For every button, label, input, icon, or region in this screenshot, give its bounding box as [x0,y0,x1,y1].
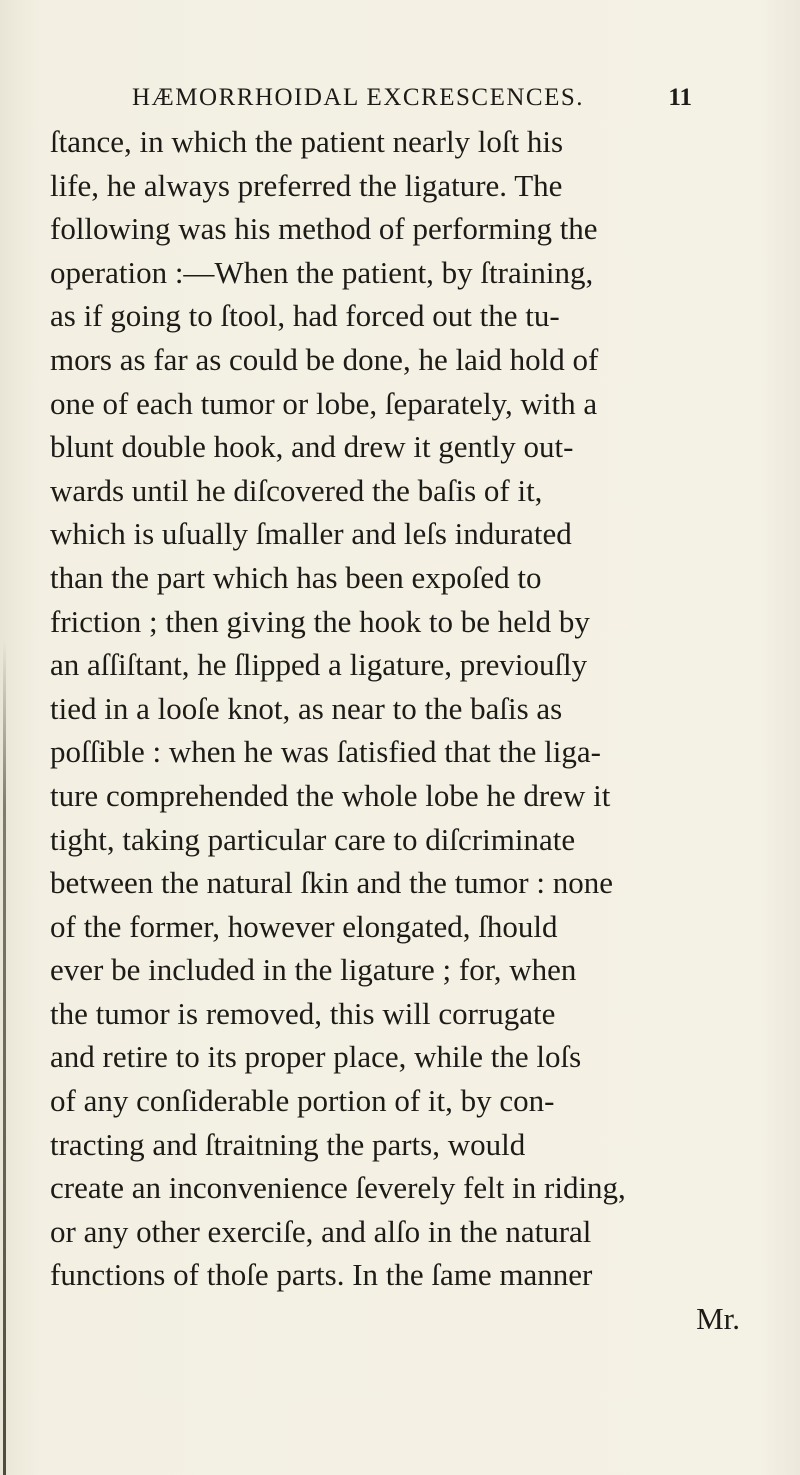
text-line: poſſible : when he was ſatisfied that the liga- [50,734,601,770]
text-line: tied in a looſe knot, as near to the baſis as [50,690,563,726]
text-line: functions of thoſe parts. In the ſame manner [50,1257,593,1293]
page-header [132,78,692,118]
text-line: operation :—When the patient, by ſtraining, [50,254,594,290]
text-line: ever be included in the ligature ; for, when [50,952,577,988]
text-line: than the part which has been expoſed to [50,559,542,595]
page-gutter-shadow [3,640,6,1475]
catchword: Mr. [696,1301,740,1337]
text-line: of any conſiderable portion of it, by con- [50,1083,555,1119]
text-line: tracting and ſtraitning the parts, would [50,1126,526,1162]
text-line: one of each tumor or lobe, ſeparately, with a [50,385,598,421]
text-line: of the former, however elongated, ſhould [50,908,558,944]
text-line: the tumor is removed, this will corrugate [50,995,556,1031]
text-line: following was his method of performing the [50,211,598,247]
text-line: which is uſually ſmaller and leſs indurated [50,516,572,552]
running-head: HÆMORRHOIDAL EXCRESCENCES. [132,84,585,111]
body-text [50,120,750,1341]
text-line: an aſſiſtant, he ſlipped a ligature, previouſly [50,647,588,683]
text-line: friction ; then giving the hook to be held by [50,603,590,639]
text-line: as if going to ſtool, had forced out the tu- [50,298,560,334]
text-line: mors as far as could be done, he laid hold of [50,341,599,377]
text-line: and retire to its proper place, while the loſs [50,1039,582,1075]
text-line: between the natural ſkin and the tumor : none [50,865,613,901]
text-line: or any other exerciſe, and alſo in the natural [50,1213,592,1249]
text-line: ture comprehended the whole lobe he drew it [50,777,611,813]
text-line: create an inconvenience ſeverely felt in riding, [50,1170,626,1206]
text-line: ſtance, in which the patient nearly loſt his [50,124,564,159]
text-line: life, he always preferred the ligature. The [50,167,563,203]
text-line: blunt double hook, and drew it gently out- [50,429,574,465]
text-line: wards until he diſcovered the baſis of it, [50,472,543,508]
page-number: 11 [668,84,692,111]
text-line: tight, taking particular care to diſcriminate [50,821,576,857]
